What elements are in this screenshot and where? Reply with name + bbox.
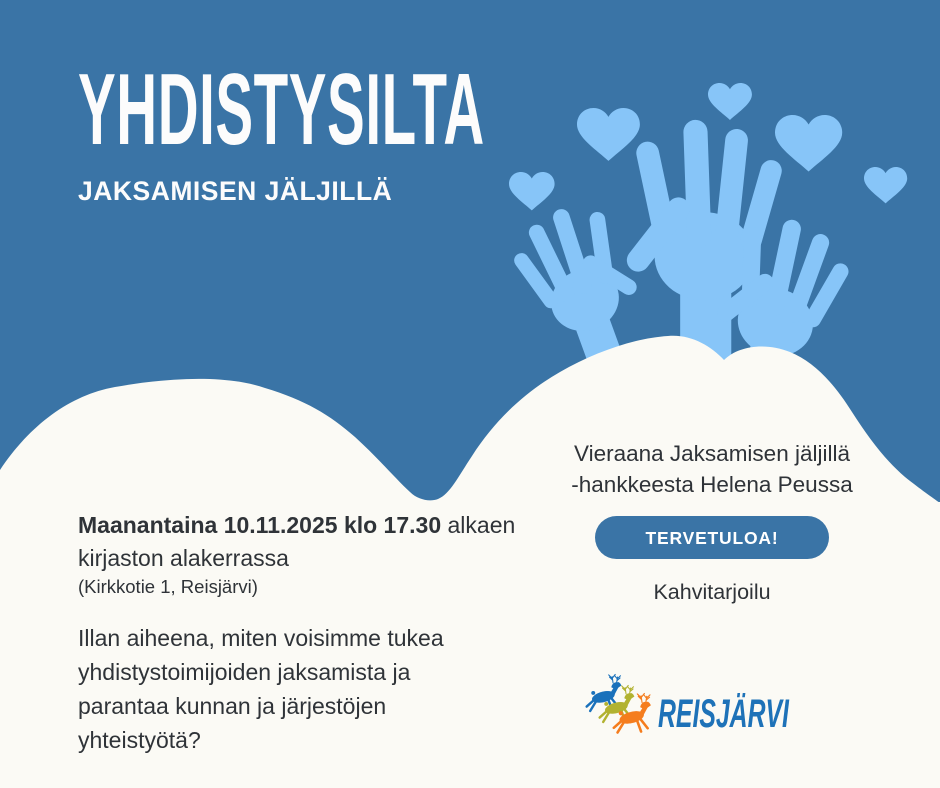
page-title: YHDISTYSILTA [78, 54, 485, 166]
guest-line: Vieraana Jaksamisen jäljillä [574, 441, 850, 466]
event-topic [78, 621, 558, 757]
guest-line: -hankkeesta Helena Peussa [571, 472, 853, 497]
event-address: (Kirkkotie 1, Reisjärvi) [78, 576, 258, 597]
coffee-note: Kahvitarjoilu [653, 580, 771, 604]
topic-line: parantaa kunnan ja järjestöjen [78, 693, 387, 719]
event-datetime-suffix: alkaen [441, 512, 516, 538]
reisjarvi-logo [578, 668, 838, 758]
welcome-button[interactable]: TERVETULOA! [595, 516, 829, 559]
page-subtitle: JAKSAMISEN JÄLJILLÄ [78, 176, 393, 206]
logo-wordmark: REISJÄRVI [658, 692, 789, 736]
topic-line: yhdistystoimijoiden jaksamista ja [78, 659, 411, 685]
event-datetime [78, 510, 558, 540]
topic-line: Illan aiheena, miten voisimme tukea [78, 625, 444, 651]
event-location: kirjaston alakerrassa [78, 545, 289, 571]
event-details [78, 510, 558, 757]
topic-line: yhteistyötä? [78, 727, 201, 753]
event-datetime-bold: Maanantaina 10.11.2025 klo 17.30 [78, 512, 442, 538]
guest-info [556, 438, 868, 500]
guest-column [556, 438, 868, 605]
